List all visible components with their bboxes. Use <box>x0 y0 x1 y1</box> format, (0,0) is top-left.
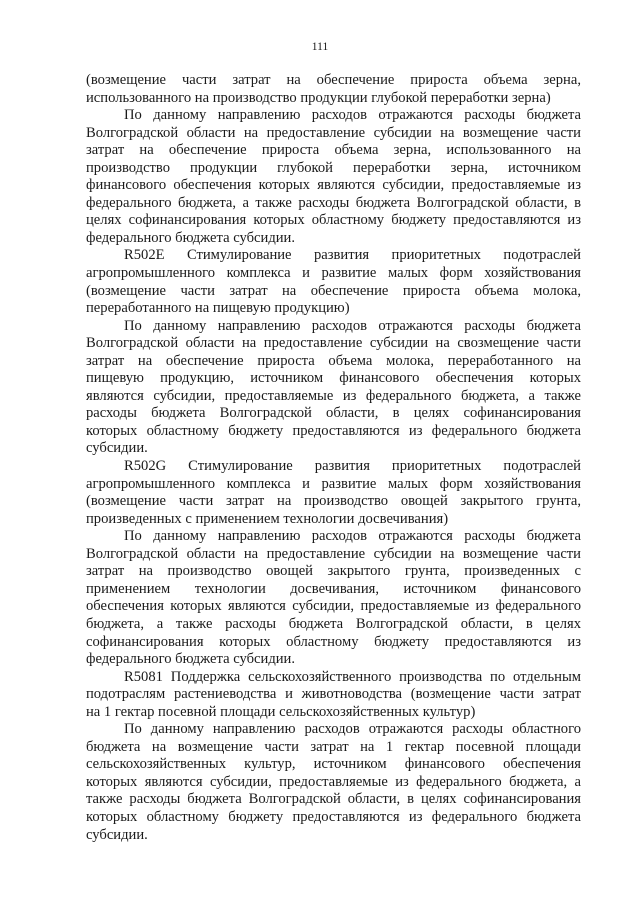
text-line: расходы бюджета Волгоградской области, в целях софинансирования <box>86 405 581 422</box>
text-line: По данному направлению расходов отражаются расходы областного <box>124 721 581 738</box>
text-line: Волгоградской области на предоставление субсидии на возмещение части <box>86 545 581 562</box>
text-line: R5081 Поддержка сельскохозяйственного производства по отдельным <box>124 668 581 685</box>
text-line: субсидии. <box>86 826 148 843</box>
text-line: софинансирования которых областному бюджету предоставляются из <box>86 633 581 650</box>
text-line: подотраслям растениеводства и животноводства (возмещение части затрат <box>86 686 581 703</box>
text-line: федерального бюджета, а также расходы бюджета Волгоградской области, в <box>86 194 581 211</box>
paragraph <box>86 72 581 107</box>
paragraph <box>86 247 581 317</box>
text-line: (возмещение части затрат на обеспечение прироста объема зерна, <box>86 72 581 88</box>
text-line: финансового обеспечения которых являются субсидии, предоставляемые из <box>86 177 581 194</box>
text-line: переработанного на пищевую продукцию) <box>86 300 350 317</box>
paragraph <box>86 528 581 668</box>
text-line: на 1 гектар посевной площади сельскохозяйственных культур) <box>86 703 476 720</box>
text-line: целях софинансирования которых областному бюджету предоставляются из <box>86 212 581 229</box>
text-line: агропромышленного комплекса и развитие малых форм хозяйствования <box>86 475 581 492</box>
page-number: 111 <box>311 41 329 53</box>
paragraph <box>86 107 581 247</box>
text-line: R502G Стимулирование развития приоритетных подотраслей <box>124 458 581 475</box>
paragraph <box>86 318 581 458</box>
text-line: затрат на обеспечение прироста объема зерна, использованного на <box>86 142 581 159</box>
text-line: затрат на обеспечение прироста объема молока, переработанного на <box>86 352 581 369</box>
text-line: (возмещение части затрат на производство овощей закрытого грунта, <box>86 493 581 510</box>
text-line: применением технологии досвечивания, источником финансового <box>86 580 581 597</box>
text-line: R502E Стимулирование развития приоритетных подотраслей <box>124 247 581 264</box>
text-line: бюджета на возмещение части затрат на 1 гектар посевной площади <box>86 738 581 755</box>
text-line: производство продукции глубокой переработки зерна, источником <box>86 159 581 176</box>
paragraph <box>86 669 581 722</box>
text-line: которых являются субсидии, предоставляемые из федерального бюджета, а <box>86 773 581 790</box>
text-line: сельскохозяйственных культур, источником финансового обеспечения <box>86 756 581 773</box>
paragraph <box>86 458 581 528</box>
text-line: федерального бюджета субсидии. <box>86 651 296 668</box>
text-body <box>86 72 581 844</box>
text-line: произведенных с применением технологии досвечивания) <box>86 510 449 527</box>
text-line: субсидии. <box>86 440 148 457</box>
text-line: обеспечения которых являются субсидии, предоставляемые из федерального <box>86 598 581 615</box>
text-line: (возмещение части затрат на обеспечение прироста объема молока, <box>86 282 581 299</box>
text-line: являются субсидии, предоставляемые из федерального бюджета, а также <box>86 387 581 404</box>
text-line: Волгоградской области на предоставление субсидии на возмещение части <box>86 124 581 141</box>
text-line: которых областному бюджету предоставляются из федерального бюджета <box>86 422 581 439</box>
text-line: Волгоградской области на предоставление субсидии на свозмещение части <box>86 335 581 352</box>
text-line: также расходы бюджета Волгоградской области, в целях софинансирования <box>86 791 581 808</box>
text-line: использованного на производство продукции глубокой переработки зерна) <box>86 89 551 106</box>
text-line: которых областному бюджету предоставляются из федерального бюджета <box>86 808 581 825</box>
text-line: По данному направлению расходов отражаются расходы бюджета <box>124 317 581 334</box>
text-line: агропромышленного комплекса и развитие малых форм хозяйствования <box>86 265 581 282</box>
text-line: пищевую продукцию, источником финансового обеспечения которых <box>86 370 581 387</box>
text-line: федерального бюджета субсидии. <box>86 229 296 246</box>
text-line: По данному направлению расходов отражаются расходы бюджета <box>124 107 581 124</box>
text-line: По данному направлению расходов отражаются расходы бюджета <box>124 528 581 545</box>
text-line: затрат на производство овощей закрытого грунта, произведенных с <box>86 563 581 580</box>
paragraph <box>86 721 581 844</box>
text-line: бюджета, а также расходы бюджета Волгоградской области, в целях <box>86 615 581 632</box>
